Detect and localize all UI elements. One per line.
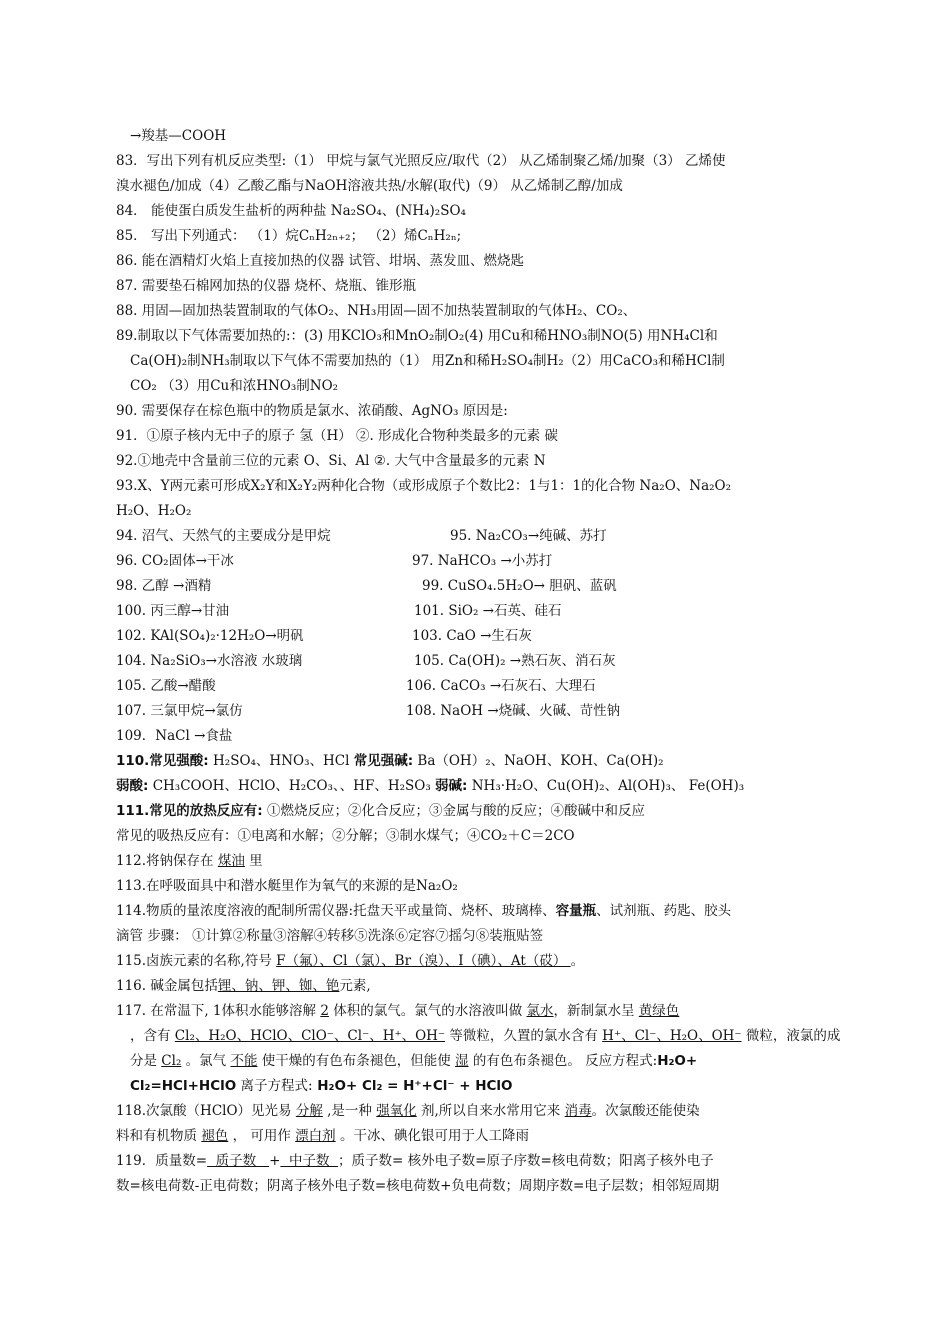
text-line: 87. 需要垫石棉网加热的仪器 烧杯、烧瓶、锥形瓶 bbox=[116, 278, 417, 294]
text-line: 滴管 步骤： ①计算②称量③溶解④转移⑤洗涤⑥定容⑦摇匀⑧装瓶贴签 bbox=[116, 928, 544, 944]
heading-weak-bases: 弱碱: bbox=[435, 778, 468, 794]
weak-acids-list: CH₃COOH、HClO、H₂CO₃、、HF、H₂SO₃ bbox=[148, 778, 436, 794]
text-line bbox=[116, 1149, 841, 1174]
answer-blank: 不能 bbox=[230, 1053, 258, 1069]
emphasis-text: 容量瓶 bbox=[555, 903, 597, 919]
text-line bbox=[116, 974, 841, 999]
text-span: 使干燥的有色布条褪色，但能使 bbox=[257, 1053, 456, 1069]
text-line: 91．①原子核内无中子的原子 氢（H） ②. 形成化合物种类最多的元素 碳 bbox=[116, 428, 558, 444]
text-span: ,是一种 bbox=[322, 1103, 377, 1119]
heading-weak-acids: 弱酸: bbox=[116, 778, 149, 794]
text-span: 微粒，液氯的成 bbox=[741, 1028, 841, 1044]
strong-acids-list: H₂SO₄、HNO₃、HCl bbox=[208, 753, 354, 769]
text-span: 117. 在常温下, 1体积水能够溶解 bbox=[116, 1003, 321, 1019]
text-span: 里 bbox=[244, 853, 263, 869]
text-line: 溴水褪色/加成（4）乙酸乙酯与NaOH溶液共热/水解(取代)（9） 从乙烯制乙醇/加成 bbox=[116, 178, 623, 194]
pair-right: 95. Na₂CO₃→纯碱、苏打 bbox=[450, 528, 607, 544]
text-line: 93.X、Y两元素可形成X₂Y和X₂Y₂两种化合物（或形成原子个数比2：1与1：1的化合物 Na₂O、Na₂O₂ bbox=[116, 478, 732, 494]
answer-blank: 强氧化 bbox=[376, 1103, 417, 1119]
equation-text: H₂O+ Cl₂ = H⁺+Cl⁻ + HClO bbox=[312, 1078, 513, 1094]
pair-right: 103. CaO →生石灰 bbox=[412, 628, 532, 644]
answer-blank: 消毒 bbox=[564, 1103, 592, 1119]
text-line: 数=核电荷数-正电荷数；阴离子核外电子数=核电荷数+负电荷数；周期序数=电子层数；相邻短周期 bbox=[116, 1178, 720, 1194]
text-span: ，含有 bbox=[130, 1028, 175, 1044]
text-line: 109．NaCl →食盐 bbox=[116, 728, 233, 744]
pair-left: 96. CO₂固体→干冰 bbox=[116, 553, 234, 569]
strong-bases-list: Ba（OH）₂、NaOH、KOH、Ca(OH)₂ bbox=[413, 753, 664, 769]
text-line: H₂O、H₂O₂ bbox=[116, 503, 192, 519]
pair-left: 100. 丙三醇→甘油 bbox=[116, 603, 230, 619]
answer-blank: 2 bbox=[320, 1003, 329, 1019]
text-span: 。干冰、碘化银可用于人工降雨 bbox=[335, 1128, 529, 1144]
text-span: 119．质量数= bbox=[116, 1153, 208, 1169]
text-span: 118.次氯酸（HClO）见光易 bbox=[116, 1103, 296, 1119]
text-line: 84． 能使蛋白质发生盐析的两种盐 Na₂SO₄、(NH₄)₂SO₄ bbox=[116, 203, 466, 219]
answer-blank: 湿 bbox=[455, 1053, 469, 1069]
pair-left: 94. 沼气、天然气的主要成分是甲烷 bbox=[116, 528, 331, 544]
answer-blank: 质子数 bbox=[207, 1153, 270, 1169]
text-line: 92.①地壳中含量前三位的元素 O、Si、Al ②. 大气中含量最多的元素 N bbox=[116, 453, 546, 469]
text-line bbox=[130, 1049, 855, 1074]
text-span: 。 bbox=[570, 953, 585, 969]
heading-exothermic: 111.常见的放热反应有: bbox=[116, 803, 263, 819]
answer-blank: F（氟）、Cl（氯）、Br（溴）、I（碘）、At（砹） bbox=[276, 953, 571, 969]
text-span: 等微粒，久置的氯水含有 bbox=[445, 1028, 603, 1044]
exothermic-list: ①燃烧反应；②化合反应；③金属与酸的反应；④酸碱中和反应 bbox=[262, 803, 646, 819]
text-line: 85． 写出下列通式： （1）烷CₙH₂ₙ₊₂； （2）烯CₙH₂ₙ; bbox=[116, 228, 462, 244]
answer-blank: 氯水 bbox=[526, 1003, 554, 1019]
text-line: 常见的吸热反应有：①电离和水解；②分解；③制水煤气；④CO₂＋C＝2CO bbox=[116, 828, 575, 844]
text-line: Ca(OH)₂制NH₃制取以下气体不需要加热的（1） 用Zn和稀H₂SO₄制H₂（2）用CaCO₃和稀HCl制 bbox=[130, 353, 725, 369]
text-span: 、试剂瓶、药匙、胶头 bbox=[596, 903, 732, 919]
answer-blank: 漂白剂 bbox=[295, 1128, 336, 1144]
text-line bbox=[130, 1024, 855, 1049]
heading-strong-acids: 110.常见强酸: bbox=[116, 753, 209, 769]
text-line bbox=[116, 774, 841, 799]
text-line bbox=[116, 949, 841, 974]
pair-left: 104. Na₂SiO₃→水溶液 水玻璃 bbox=[116, 653, 303, 669]
text-line: CO₂ （3）用Cu和浓HNO₃制NO₂ bbox=[130, 378, 339, 394]
answer-blank: 褪色 bbox=[201, 1128, 229, 1144]
text-span: + bbox=[269, 1153, 281, 1169]
text-span: 。次氯酸还能使染 bbox=[591, 1103, 700, 1119]
text-span: ，新制氯水呈 bbox=[553, 1003, 639, 1019]
text-span: 剂,所以自来水常用它来 bbox=[416, 1103, 565, 1119]
text-span: ， 可用作 bbox=[228, 1128, 296, 1144]
answer-blank: 黄绿色 bbox=[638, 1003, 680, 1019]
text-span: 112.将钠保存在 bbox=[116, 853, 218, 869]
text-line bbox=[116, 799, 841, 824]
pair-right: 105. Ca(OH)₂ →熟石灰、消石灰 bbox=[414, 653, 616, 669]
text-span: ；质子数= 核外电子数=原子序数=核电荷数；阳离子核外电子 bbox=[338, 1153, 714, 1169]
heading-strong-bases: 常见强碱: bbox=[353, 753, 414, 769]
pair-left: 107. 三氯甲烷→氯仿 bbox=[116, 703, 243, 719]
text-span: 的有色布条褪色。 反应方程式: bbox=[468, 1053, 658, 1069]
text-span: 114.物质的量浓度溶液的配制所需仪器:托盘天平或量筒、烧杯、玻璃棒、 bbox=[116, 903, 556, 919]
answer-blank: 锂、钠、钾、铷、铯 bbox=[217, 978, 340, 994]
text-line: 89.制取以下气体需要加热的:：(3) 用KClO₃和MnO₂制O₂(4) 用Cu和稀HNO₃制NO(5) 用NH₄Cl和 bbox=[116, 328, 718, 344]
answer-blank: Cl₂、H₂O、HClO、ClO⁻、Cl⁻、H⁺、OH⁻ bbox=[174, 1028, 446, 1044]
text-span: 离子方程式: bbox=[236, 1078, 313, 1094]
weak-bases-list: NH₃·H₂O、Cu(OH)₂、Al(OH)₃、 Fe(OH)₃ bbox=[467, 778, 745, 794]
text-line: 88. 用固—固加热装置制取的气体O₂、NH₃用固—固不加热装置制取的气体H₂、CO₂、 bbox=[116, 303, 637, 319]
equation-text: Cl₂=HCl+HClO bbox=[130, 1078, 237, 1094]
pair-left: 98. 乙醇 →酒精 bbox=[116, 578, 212, 594]
answer-blank: 中子数 bbox=[280, 1153, 339, 1169]
text-span: 分是 bbox=[130, 1053, 162, 1069]
text-span: 料和有机物质 bbox=[116, 1128, 202, 1144]
pair-left: 102. KAl(SO₄)₂·12H₂O→明矾 bbox=[116, 628, 304, 644]
text-line bbox=[116, 749, 841, 774]
text-line bbox=[116, 849, 841, 874]
text-span: 元素, bbox=[339, 978, 371, 994]
answer-blank: 煤油 bbox=[217, 853, 245, 869]
pair-right: 108. NaOH →烧碱、火碱、苛性钠 bbox=[406, 703, 621, 719]
pair-right: 101. SiO₂ →石英、硅石 bbox=[414, 603, 562, 619]
text-line: 83．写出下列有机反应类型:（1） 甲烷与氯气光照反应/取代（2） 从乙烯制聚乙烯/加聚（3） 乙烯使 bbox=[116, 153, 726, 169]
answer-blank: H⁺、Cl⁻、H₂O、OH⁻ bbox=[602, 1028, 742, 1044]
pair-left: 105. 乙酸→醋酸 bbox=[116, 678, 216, 694]
text-line bbox=[116, 999, 841, 1024]
answer-blank: Cl₂ bbox=[161, 1053, 182, 1069]
equation-text: H₂O+ bbox=[657, 1053, 698, 1069]
pair-right: 106. CaCO₃ →石灰石、大理石 bbox=[406, 678, 596, 694]
text-span: 。氯气 bbox=[181, 1053, 231, 1069]
pair-right: 99. CuSO₄.5H₂O→ 胆矾、蓝矾 bbox=[422, 578, 617, 594]
text-line: 86. 能在酒精灯火焰上直接加热的仪器 试管、坩埚、蒸发皿、燃烧匙 bbox=[116, 253, 525, 269]
text-line bbox=[116, 899, 841, 924]
pair-right: 97. NaHCO₃ →小苏打 bbox=[412, 553, 553, 569]
text-line: 90. 需要保存在棕色瓶中的物质是氯水、浓硝酸、AgNO₃ 原因是: bbox=[116, 403, 508, 419]
text-span: 体积的氯气。氯气的水溶液叫做 bbox=[328, 1003, 527, 1019]
text-line: 113.在呼吸面具中和潜水艇里作为氧气的来源的是Na₂O₂ bbox=[116, 878, 458, 894]
answer-blank: 分解 bbox=[295, 1103, 323, 1119]
text-line bbox=[130, 1074, 855, 1099]
text-line bbox=[116, 1124, 841, 1149]
text-line bbox=[116, 1099, 841, 1124]
text-span: 116. 碱金属包括 bbox=[116, 978, 218, 994]
text-line: →羧基—COOH bbox=[130, 128, 227, 144]
text-span: 115.卤族元素的名称,符号 bbox=[116, 953, 277, 969]
